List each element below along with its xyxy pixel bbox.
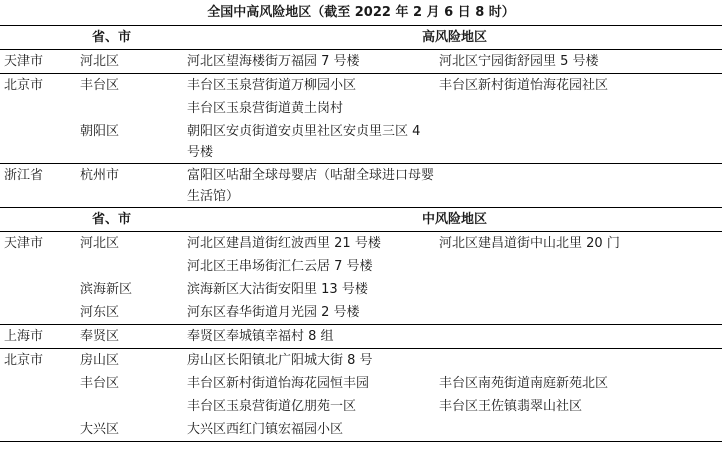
province-cell bbox=[0, 97, 76, 120]
mid-risk-location-header: 省、市 bbox=[0, 208, 183, 232]
area-cell bbox=[435, 349, 722, 373]
city-cell: 河北区 bbox=[76, 50, 183, 74]
mid-risk-areas-header: 中风险地区 bbox=[183, 208, 722, 232]
area-cell: 房山区长阳镇北广阳城大街 8 号 bbox=[183, 349, 435, 373]
province-cell: 北京市 bbox=[0, 74, 76, 98]
risk-area-table bbox=[0, 25, 722, 442]
area-cell bbox=[435, 97, 722, 120]
area-cell: 丰台区新村街道怡海花园恒丰园 bbox=[187, 376, 370, 391]
area-cell bbox=[435, 164, 722, 208]
area-cell: 滨海新区大沽街安阳里 13 号楼 bbox=[187, 282, 368, 297]
area-cell: 河北区宁园街舒园里 5 号楼 bbox=[435, 50, 722, 74]
province-cell: 上海市 bbox=[0, 325, 76, 349]
table-row bbox=[0, 97, 722, 120]
city-cell: 大兴区 bbox=[76, 418, 183, 442]
table-row bbox=[0, 74, 722, 98]
table-row bbox=[0, 349, 722, 373]
area-cell bbox=[435, 325, 722, 349]
table-row bbox=[0, 301, 722, 325]
province-cell bbox=[0, 278, 76, 301]
high-risk-areas-header: 高风险地区 bbox=[183, 26, 722, 50]
province-cell bbox=[0, 372, 76, 395]
risk-area-table-body bbox=[0, 26, 722, 442]
city-cell bbox=[76, 255, 183, 278]
city-cell: 杭州市 bbox=[76, 164, 183, 208]
area-cell: 丰台区玉泉营街道黄土岗村 bbox=[187, 101, 344, 116]
area-cell: 丰台区新村街道怡海花园社区 bbox=[435, 74, 722, 98]
area-cell bbox=[435, 255, 722, 278]
high-risk-header-row bbox=[0, 26, 722, 50]
city-cell: 河北区 bbox=[76, 232, 183, 256]
province-cell: 浙江省 bbox=[0, 164, 76, 208]
table-row bbox=[0, 325, 722, 349]
area-cell bbox=[435, 301, 722, 325]
area-cell: 河北区建昌道街红波西里 21 号楼 bbox=[183, 232, 435, 256]
city-cell: 滨海新区 bbox=[80, 282, 133, 297]
province-cell bbox=[0, 395, 76, 418]
mid-risk-header-row bbox=[0, 208, 722, 232]
province-cell: 天津市 bbox=[0, 232, 76, 256]
province-cell bbox=[0, 301, 76, 325]
area-cell bbox=[435, 278, 722, 301]
area-cell bbox=[435, 418, 722, 442]
area-cell: 奉贤区奉城镇幸福村 8 组 bbox=[183, 325, 435, 349]
area-cell: 丰台区王佐镇翡翠山社区 bbox=[439, 399, 583, 414]
city-cell: 河东区 bbox=[80, 305, 120, 320]
table-row bbox=[0, 232, 722, 256]
table-row bbox=[0, 164, 722, 208]
area-cell: 河东区春华街道月光园 2 号楼 bbox=[187, 305, 360, 320]
area-cell: 河北区望海楼街万福园 7 号楼 bbox=[183, 50, 435, 74]
province-cell bbox=[0, 418, 76, 442]
table-row bbox=[0, 278, 722, 301]
province-cell bbox=[0, 120, 76, 164]
page-title: 全国中高风险地区（截至 2022 年 2 月 6 日 8 时） bbox=[207, 5, 515, 20]
table-row bbox=[0, 418, 722, 442]
province-cell bbox=[0, 255, 76, 278]
province-cell: 天津市 bbox=[0, 50, 76, 74]
table-row bbox=[0, 255, 722, 278]
table-row bbox=[0, 372, 722, 395]
area-cell: 丰台区玉泉营街道万柳园小区 bbox=[183, 74, 435, 98]
city-cell: 房山区 bbox=[76, 349, 183, 373]
table-row bbox=[0, 50, 722, 74]
city-cell bbox=[76, 97, 183, 120]
city-cell bbox=[76, 395, 183, 418]
high-risk-location-header: 省、市 bbox=[0, 26, 183, 50]
area-cell: 朝阳区安贞街道安贞里社区安贞里三区 4 号楼 bbox=[187, 124, 421, 160]
area-cell: 富阳区咕甜全球母婴店（咕甜全球进口母婴生活馆） bbox=[183, 164, 435, 208]
area-cell: 丰台区南苑街道南庭新苑北区 bbox=[439, 376, 609, 391]
city-cell: 朝阳区 bbox=[80, 124, 120, 139]
area-cell: 河北区建昌道街中山北里 20 门 bbox=[435, 232, 722, 256]
table-row bbox=[0, 395, 722, 418]
area-cell: 河北区王串场街汇仁云居 7 号楼 bbox=[187, 259, 373, 274]
city-cell: 奉贤区 bbox=[76, 325, 183, 349]
city-cell: 丰台区 bbox=[76, 74, 183, 98]
area-cell bbox=[435, 120, 722, 164]
table-row bbox=[0, 120, 722, 164]
province-cell: 北京市 bbox=[0, 349, 76, 373]
area-cell: 大兴区西红门镇宏福园小区 bbox=[183, 418, 435, 442]
area-cell: 丰台区玉泉营街道亿朋苑一区 bbox=[187, 399, 357, 414]
city-cell: 丰台区 bbox=[80, 376, 120, 391]
